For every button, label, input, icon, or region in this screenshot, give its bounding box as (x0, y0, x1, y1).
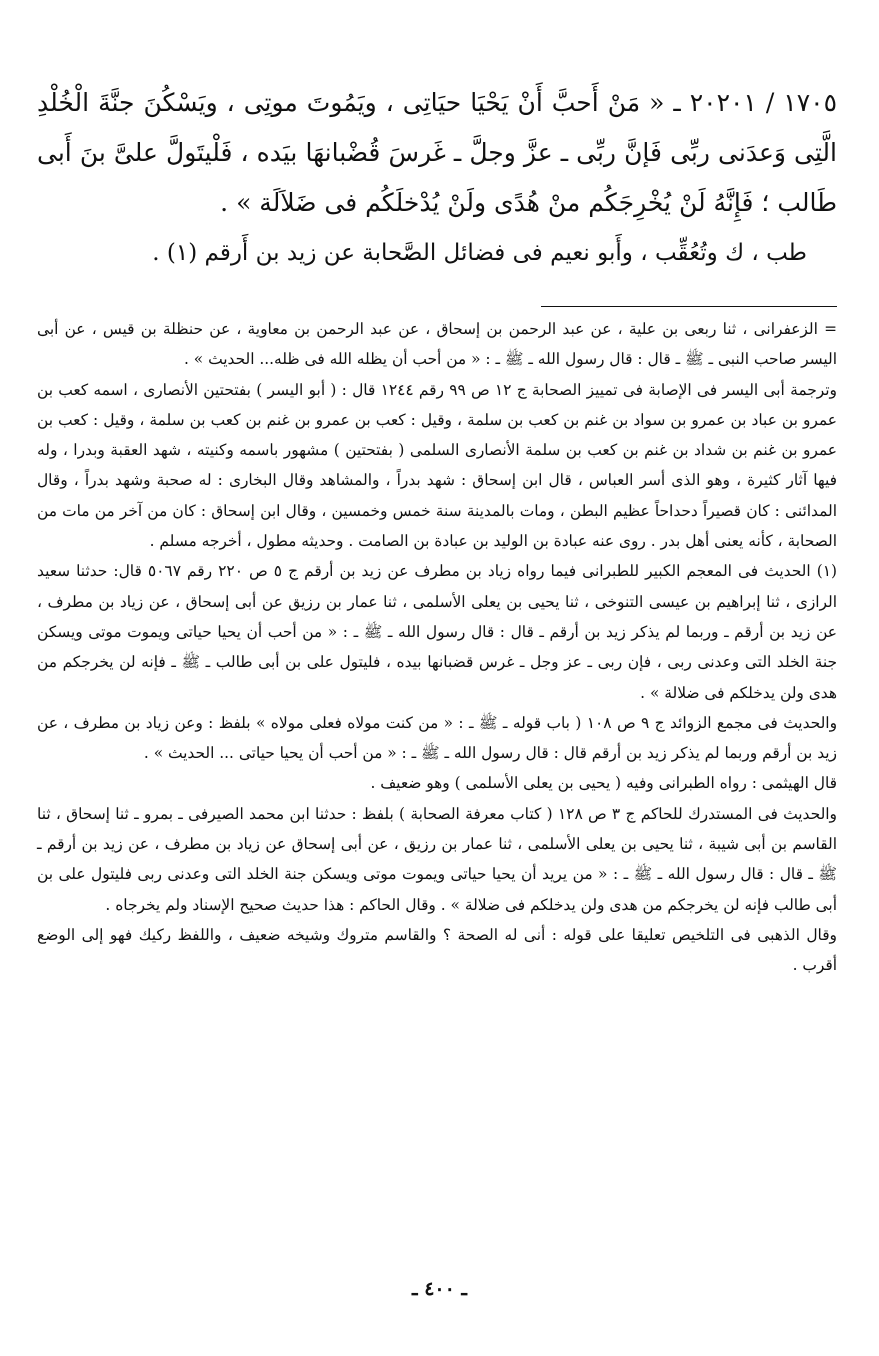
page-number: ـ ٤٠٠ ـ (412, 1278, 467, 1300)
footnote-separator (541, 306, 837, 307)
main-hadith-section (37, 78, 837, 278)
footnote-paragraph-mustadrak: والحديث فى المستدرك للحاكم ج ٣ ص ١٢٨ ( كتاب معرفة الصحابة ) بلفظ : حدثنا ابن محمد الصيرفى ـ بمرو ـ ثنا إسحاق ، ثنا القاسم بن أبى شيبة ، ثنا يحيى بن يعلى الأسلمى ، ثنا عمار بن رزيق ، عن أبى إسحاق عن زياد بن مطرف ، عن زيد بن أرقم ـ ﷺ ـ قال : قال رسول الله ـ ﷺ ـ : « من يريد أن يحيا حياتى ويموت موتى ويسكن جنة الخلد التى وعدنى ربى فليتول على بن أبى طالب فإنه لن يخرجكم من هدى ولن يدخلكم فى ضلالة » . وقال الحاكم : هذا حديث صحيح الإسناد ولم يخرجاه . (37, 804, 837, 914)
footnote-paragraph-haythami: قال الهيثمى : رواه الطبرانى وفيه ( يحيى بن يعلى الأسلمى ) وهو ضعيف . (370, 774, 837, 793)
hadith-attribution: طب ، ك وتُعُقِّب ، وأَبو نعيم فى فضائل الصَّحابة عن زيد بن أَرقم (١) . (152, 240, 807, 266)
hadith-text: ١٧٠٥ / ٢٠٢٠١ ـ « مَنْ أَحبَّ أَنْ يَحْيَا حيَاتِى ، ويَمُوتَ موتِى ، ويَسْكُنَ جنَّةَ الْخُلْدِ الَّتِى وَعدَنى ربِّى فَإنَّ ربِّى ـ عزَّ وجلَّ ـ غَرسَ قُضْبانهَا بيَده ، فَلْيتَولَّ علىَّ بنَ أَبى طَالب ؛ فَإِنَّهُ لَنْ يُخْرِجَكُم منْ هُدًى ولَنْ يُدْخلَكُم فى ضَلاَلَة » . (37, 88, 837, 217)
footnote-paragraph-dhahabi: وقال الذهبى فى التلخيص تعليقا على قوله : أنى له الصحة ؟ والقاسم متروك وشيخه ضعيف ، واللفظ ركيك فهو إلى الوضع أقرب . (37, 925, 837, 975)
footnote-paragraph-continuation: = الزعفرانى ، ثنا ربعى بن علية ، عن عبد الرحمن بن إسحاق ، عن عبد الرحمن بن معاوية ، عن حنظلة بن قيس ، عن أبى اليسر صاحب النبى ـ ﷺ ـ قال : قال رسول الله ـ ﷺ ـ : « من أحب أن يظله الله فى ظله... الحديث » . (37, 320, 837, 369)
footnote-paragraph-majma: والحديث فى مجمع الزوائد ج ٩ ص ١٠٨ ( باب قوله ـ ﷺ ـ : « من كنت مولاه فعلى مولاه » بلفظ : وعن زياد بن مطرف ، عن زيد بن أرقم وربما لم يذكر زيد بن أرقم قال : قال رسول الله ـ ﷺ ـ : « من أحب أن يحيا حياتى ... الحديث » . (37, 713, 837, 763)
footnotes-section (37, 314, 837, 981)
footnote-paragraph-tabarani: (١) الحديث فى المعجم الكبير للطبرانى فيما رواه زياد بن مطرف عن زيد بن أرقم ج ٥ ص ٢٢٠ رقم ٥٠٦٧ قال: حدثنا سعيد الرازى ، ثنا إبراهيم بن عيسى التنوخى ، ثنا يحيى بن يعلى الأسلمى ، ثنا عمار بن رزيق عن أبى إسحاق ، عن زياد بن مطرف ، عن زيد بن أرقم ـ وربما لم يذكر زيد بن أرقم ـ قال : قال رسول الله ـ ﷺ ـ : « من أحب أن يحيا حياتى ويموت موتى ويسكن جنة الخلد التى وعدنى ربى ، فإن ربى ـ عز وجل ـ غرس قضبانها بيده ، فليتول على بن أبى طالب ـ ﷺ ـ فإنه لن يخرجكم من هدى ولن يدخلكم فى ضلالة » . (37, 562, 837, 702)
footnote-paragraph-biography: وترجمة أبى اليسر فى الإصابة فى تمييز الصحابة ج ١٢ ص ٩٩ رقم ١٢٤٤ قال : ( أبو اليسر ) بفتحتين الأنصارى ، اسمه كعب بن عمرو بن عباد بن عمرو بن سواد بن غنم بن كعب بن سلمة ، وقيل : كعب بن عمرو بن غنم بن كعب بن سلمة ، وقيل : كعب بن عمرو بن غنم بن شداد بن غنم بن كعب بن سلمة الأنصارى السلمى ( بفتحتين ) مشهور باسمه وكنيته ، شهد العقبة وبدرا ، وله فيها آثار كثيرة ، وهو الذى أسر العباس ، قال ابن إسحاق : شهد بدراً ، والمشاهد وقال البخارى : له صحبة وشهد بدراً ، وقال المدائنى : كان قصيراً دحداحاً عظيم البطن ، ومات بالمدينة سنة خمس وخمسين ، وقال ابن إسحاق : كان من آخر من مات من الصحابة ، كأنه يعنى أهل بدر . روى عنه عبادة بن الوليد بن عبادة بن الصامت . وحديثه مطول ، أخرجه مسلم . (37, 380, 838, 551)
